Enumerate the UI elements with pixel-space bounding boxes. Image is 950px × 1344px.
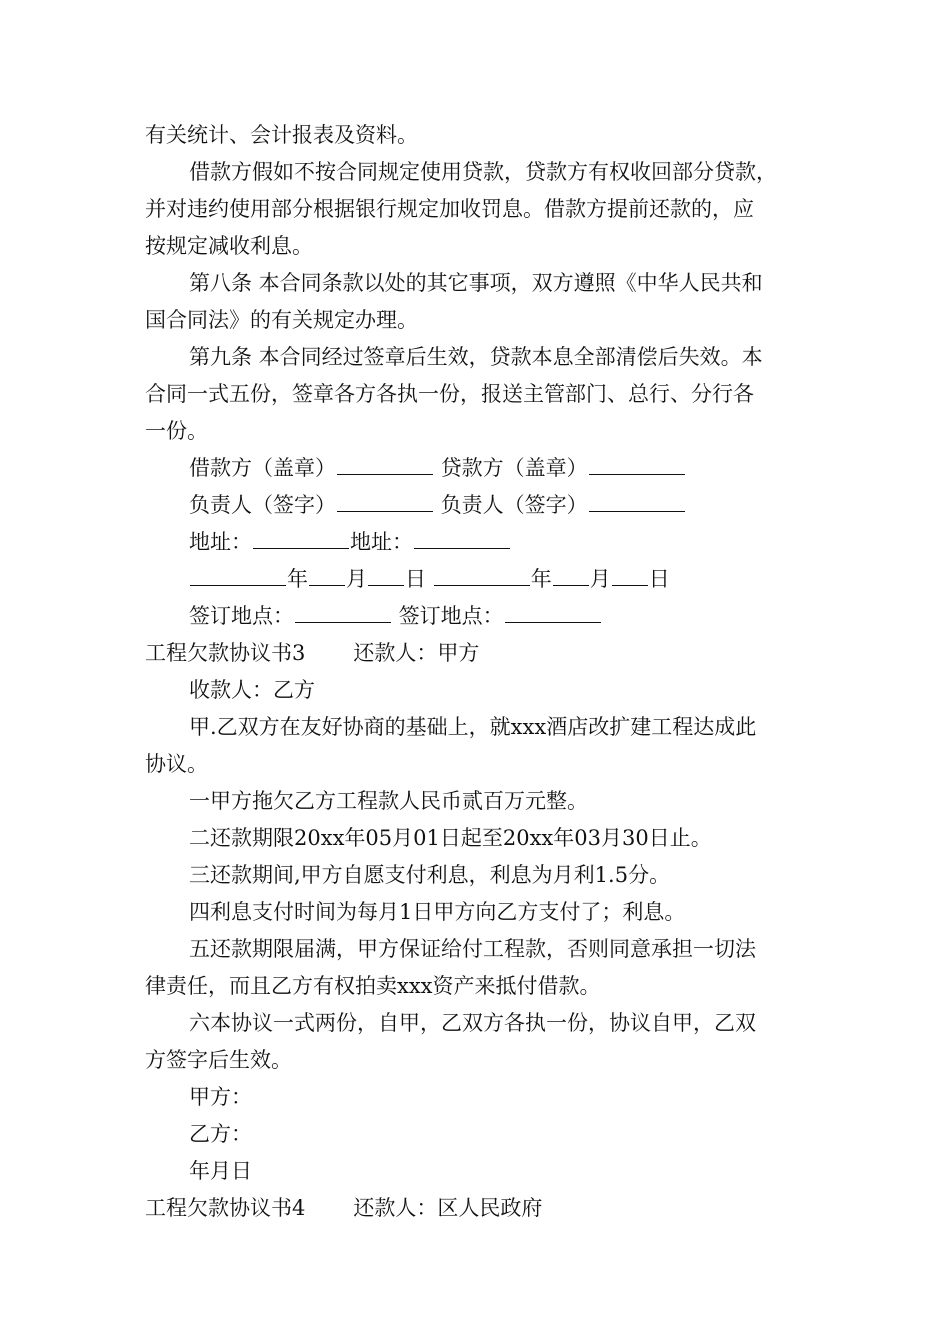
blank-field bbox=[505, 600, 601, 623]
sign-place-label: 签订地点： bbox=[398, 604, 504, 628]
borrower-seal-label: 借款方（盖章） bbox=[189, 456, 336, 480]
party-b-label: 乙方： bbox=[189, 1122, 252, 1146]
paragraph-line: 借款方假如不按合同规定使用贷款，贷款方有权收回部分贷款， bbox=[189, 160, 777, 184]
day-label: 日 bbox=[405, 567, 426, 591]
date-line bbox=[145, 561, 825, 598]
paragraph-line: 第九条 本合同经过签章后生效，贷款本息全部清偿后失效。本 bbox=[189, 345, 763, 369]
month-label: 月 bbox=[346, 567, 367, 591]
blank-field bbox=[434, 563, 530, 586]
paragraph-line: 有关统计、会计报表及资料。 bbox=[145, 123, 418, 147]
payee-line: 收款人：乙方 bbox=[189, 678, 315, 702]
blank-field bbox=[190, 563, 286, 586]
blank-field bbox=[612, 563, 648, 586]
month-label: 月 bbox=[589, 567, 611, 591]
clause-line: 三还款期间,甲方自愿支付利息，利息为月利1.5分。 bbox=[189, 863, 671, 887]
clause-line: 二还款期限20xx年05月01日起至20xx年03月30日止。 bbox=[189, 826, 712, 850]
address-label: 地址： bbox=[350, 530, 413, 554]
clause-line: 方签字后生效。 bbox=[145, 1048, 292, 1072]
party-a-label: 甲方： bbox=[189, 1085, 252, 1109]
sign-place-line bbox=[145, 598, 825, 635]
year-label: 年 bbox=[287, 567, 308, 591]
paragraph-line: 协议。 bbox=[145, 752, 208, 776]
blank-field bbox=[337, 489, 433, 512]
responsible-sign-label: 负责人（签字） bbox=[189, 493, 336, 517]
blank-field bbox=[368, 563, 404, 586]
payer-text: 还款人：甲方 bbox=[353, 641, 480, 665]
responsible-sign-label: 负责人（签字） bbox=[440, 493, 588, 517]
paragraph-line: 甲.乙双方在友好协商的基础上，就xxx酒店改扩建工程达成此 bbox=[189, 715, 757, 739]
paragraph-line: 合同一式五份，签章各方各执一份，报送主管部门、总行、分行各 bbox=[145, 382, 754, 406]
clause-line: 五还款期限届满，甲方保证给付工程款，否则同意承担一切法 bbox=[189, 937, 756, 961]
paragraph-line: 第八条 本合同条款以处的其它事项，双方遵照《中华人民共和 bbox=[189, 271, 763, 295]
lender-seal-label: 贷款方（盖章） bbox=[440, 456, 588, 480]
address-label: 地址： bbox=[189, 530, 252, 554]
responsible-sign-line bbox=[145, 487, 825, 524]
paragraph-line: 并对违约使用部分根据银行规定加收罚息。借款方提前还款的，应 bbox=[145, 197, 754, 221]
section-heading bbox=[145, 1190, 825, 1227]
clause-line: 四利息支付时间为每月1日甲方向乙方支付了；利息。 bbox=[189, 900, 686, 924]
agreement-title: 工程欠款协议书4 bbox=[145, 1196, 306, 1220]
address-line bbox=[145, 524, 825, 561]
date-label: 年月日 bbox=[189, 1159, 252, 1183]
blank-field bbox=[589, 489, 685, 512]
blank-field bbox=[337, 452, 433, 475]
blank-field bbox=[253, 526, 349, 549]
blank-field bbox=[589, 452, 685, 475]
blank-field bbox=[295, 600, 391, 623]
agreement-title: 工程欠款协议书3 bbox=[145, 641, 306, 665]
day-label: 日 bbox=[648, 567, 670, 591]
sign-place-label: 签订地点： bbox=[189, 604, 294, 628]
section-heading bbox=[145, 635, 825, 672]
paragraph-line: 一份。 bbox=[145, 419, 208, 443]
paragraph-line: 按规定减收利息。 bbox=[145, 234, 313, 258]
payer-text: 还款人：区人民政府 bbox=[353, 1196, 543, 1220]
blank-field bbox=[309, 563, 345, 586]
clause-line: 一甲方拖欠乙方工程款人民币贰百万元整。 bbox=[189, 789, 588, 813]
document-body bbox=[145, 117, 825, 1227]
clause-line: 律责任，而且乙方有权拍卖xxx资产来抵付借款。 bbox=[145, 974, 601, 998]
clause-line: 六本协议一式两份，自甲，乙双方各执一份，协议自甲，乙双 bbox=[189, 1011, 756, 1035]
seal-line bbox=[145, 450, 825, 487]
blank-field bbox=[553, 563, 589, 586]
paragraph-line: 国合同法》的有关规定办理。 bbox=[145, 308, 418, 332]
blank-field bbox=[414, 526, 510, 549]
year-label: 年 bbox=[530, 567, 552, 591]
